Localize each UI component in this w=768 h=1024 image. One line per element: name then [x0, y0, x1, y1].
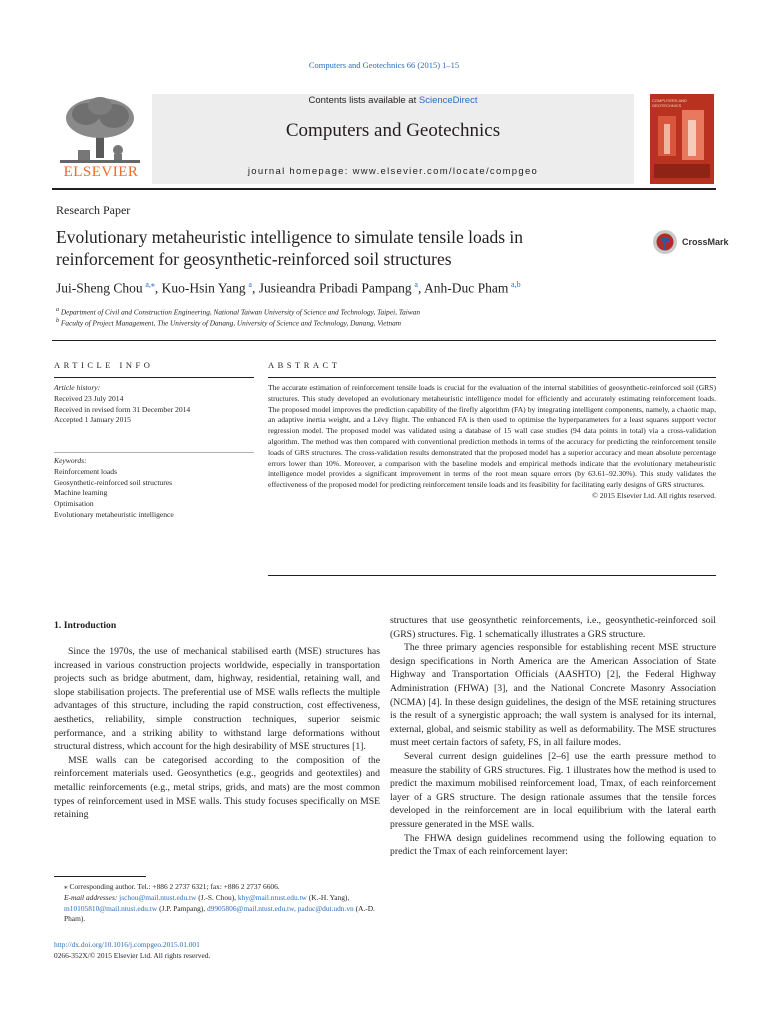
keywords-list — [54, 456, 254, 521]
sciencedirect-link[interactable]: ScienceDirect — [418, 95, 478, 106]
email-link[interactable]: paduc@dut.udn.vn — [297, 903, 354, 913]
abstract-body — [268, 383, 716, 502]
email-link[interactable]: m10105810@mail.ntust.edu.tw — [64, 903, 158, 913]
email-owner: (A.-D. Pham). — [64, 903, 375, 924]
article-info-heading: ARTICLE INFO — [54, 360, 154, 370]
corresponding-author-line: ⁎ Corresponding author. Tel.: +886 2 2737 6321; fax: +886 2 2737 6606. — [64, 882, 280, 891]
author-affiliation-mark[interactable]: a — [414, 280, 418, 289]
author-affiliation-mark[interactable]: a,b — [511, 280, 521, 289]
author-affiliation-mark[interactable]: a,⁎ — [145, 280, 155, 289]
article-info-rule — [54, 377, 254, 378]
author-name: Anh-Duc Pham — [423, 280, 509, 296]
abstract-heading: ABSTRACT — [268, 360, 341, 370]
article-type: Research Paper — [56, 203, 131, 217]
keyword: Machine learning — [54, 488, 108, 498]
abstract-text: The accurate estimation of reinforcement tensile loads is crucial for the evaluation of the internal stabilities of geosynthetic-reinforced soil (GRS) structures. This study developed an evolutionary metaheuristic intelligence model for efficiently and accurately estimating reinforcement loads. The proposed model improves the prediction capability of the firefly algorithm (FA) by integrating intelligent components, namely, a chaotic map, an adaptive inertia weight, and a Lévy flight. The enhanced FA is then used to optimise the hyperparameters for a least squares support vector regression model. The proposed model was validated using a database of 15 wall case studies (94 data points in total) via a cross-validation algorithm. The method was then compared with conventional prediction methods in terms of the accuracy for predicting the reinforcement tensile loads of GRS structures. The cross-validation results demonstrated that the proposed model has a superior accuracy and mean absolute percentage errors lower than 10%. Moreover, a comparison with the baseline models and empirical methods indicate that the evolutionary metaheuristic intelligence model provides a significant improvement in terms of the root mean square errors (by 63.61–92.30%). This study validates the effectiveness of the proposed model for predicting reinforcement tensile loads and its feasibility for facilitating early designs of GRS structures. — [268, 383, 716, 490]
email-label: E-mail addresses: — [64, 892, 118, 902]
footnote-rule — [54, 876, 146, 877]
email-link[interactable]: khy@mail.ntust.edu.tw — [237, 892, 307, 902]
corresponding-author-footnote — [54, 882, 380, 925]
tree-emblem-icon — [52, 94, 148, 166]
email-owner: (K.-H. Yang), — [308, 892, 350, 902]
abstract-rule — [268, 377, 716, 378]
crossmark-label: CrossMark — [682, 237, 729, 247]
email-link[interactable]: d9905806@mail.ntust.edu.tw, — [206, 903, 296, 913]
keyword: Optimisation — [54, 499, 94, 509]
journal-title: Computers and Geotechnics — [285, 120, 501, 141]
history-label: Article history: — [54, 383, 101, 392]
crossmark-icon — [652, 228, 678, 258]
article-history — [54, 383, 254, 426]
author-affiliation-mark[interactable]: a — [248, 280, 252, 289]
body-paragraph: Several current design guidelines [2–6] use the earth pressure method to measure the stability of GRS structures. Fig. 1 illustrates how the method is used to predict the maximum mobilised reinforcement load, Tmax, of each reinforcement layer of a GRS structure. The design rationale assumes that the tensile forces developed in the reinforcement are in local equilibrium with the lateral earth pressure generated in the MSE walls. — [390, 750, 716, 830]
email-addresses — [54, 893, 380, 925]
issn-copyright: 0266-352X/© 2015 Elsevier Ltd. All rights reserved. — [54, 950, 211, 960]
crossmark-button[interactable] — [652, 228, 732, 262]
body-paragraph: The three primary agencies responsible for establishing recent MSE structure design specifications in North America are the American Association of State Highway and Transportation Officials (AASHTO) [2], the Federal Highway Administration (FHWA) [3], and the National Concrete Masonry Association (NCMA) [4]. In these design guidelines, the design of the MSE retaining structures is the result of a synergistic approach; the wall system is analysed for its internal, external, global, and seismic stability as well as deformability. The MSE structures must meet certain factors of safety, FS, in all failure modes. — [390, 642, 716, 749]
history-accepted: Accepted 1 January 2015 — [54, 415, 131, 425]
keyword: Reinforcement loads — [54, 466, 118, 476]
body-paragraph: MSE walls can be categorised according to the composition of the reinforcement materials used. Geosynthetics (e.g., geogrids and geotextiles) and metallic reinforcements (e.g., metal strips, grids, and mats) are the most common types of reinforcement used in MSE walls. This study focuses specifically on MSE retaining — [54, 754, 380, 821]
history-revised: Received in revised form 31 December 2014 — [54, 404, 191, 414]
author-list: Jui-Sheng Chou $^{a,⁎}$, Kuo-Hsin Yang $^a$, Jusieandra Pribadi Pampang $^a$, Anh-Duc Pham $^{a,b}$ — [56, 280, 521, 296]
keywords-rule — [54, 452, 254, 453]
history-received: Received 23 July 2014 — [54, 393, 124, 403]
affiliation-text: Faculty of Project Management, The University of Danang, University of Science and Technology, Danang, Vietnam — [60, 318, 402, 328]
section-heading-introduction: 1. Introduction — [54, 620, 117, 631]
email-link[interactable]: jschou@mail.ntust.edu.tw — [119, 892, 197, 902]
paper-title: Evolutionary metaheuristic intelligence to simulate tensile loads in reinforcement for geosynthetic-reinforced soil structures — [56, 227, 524, 269]
affiliation-text: Department of Civil and Construction Engineering, National Taiwan University of Science and Technology, Taipei, Taiwan — [60, 307, 420, 317]
body-column-left — [54, 645, 380, 822]
body-paragraph: The FHWA design guidelines recommend using the following equation to predict the Tmax of each reinforcement layer: — [390, 832, 716, 858]
keywords-label: Keywords: — [54, 456, 87, 465]
body-paragraph: structures that use geosynthetic reinforcements, i.e., geosynthetic-reinforced soil (GRS) structures. Fig. 1 schematically illustrates a GRS structure. — [390, 615, 716, 640]
title-rule — [52, 340, 716, 341]
doi-link[interactable]: http://dx.doi.org/10.1016/j.compgeo.2015.01.001 — [54, 940, 200, 949]
affiliation-mark: b — [56, 318, 60, 324]
contents-prefix: Contents lists available at — [308, 95, 419, 106]
body-paragraph: Since the 1970s, the use of mechanical stabilised earth (MSE) structures has increased in various construction projects worldwide, especially in transportation projects such as bridge abutment, dam, highway, residential, retaining wall, and slope stabilisation projects. The preferential use of MSE walls reflects the multiple advantages of this structure, including the rapid construction, cost effectiveness, aesthetics, reliability, simple construction techniques, superior seismic performance, and a striking ability to withstand large deformations without structural distress, which account for the high desirability of MSE structures [1]. — [54, 646, 380, 753]
author-name: Jui-Sheng Chou — [56, 280, 143, 296]
header-rule — [52, 188, 716, 190]
cover-title: COMPUTERS AND GEOTECHNICS — [652, 98, 687, 108]
affiliation-b — [56, 318, 401, 327]
affiliation-a — [56, 307, 420, 316]
email-owner: (J.-S. Chou), — [198, 892, 237, 902]
affiliation-mark: a — [56, 307, 60, 313]
email-owner: (J.P. Pampang), — [159, 903, 206, 913]
keyword: Evolutionary metaheuristic intelligence — [54, 509, 174, 519]
journal-cover-thumbnail — [650, 94, 714, 184]
abstract-copyright: © 2015 Elsevier Ltd. All rights reserved. — [592, 490, 716, 500]
keyword: Geosynthetic-reinforced soil structures — [54, 477, 173, 487]
author-name: Kuo-Hsin Yang — [161, 280, 246, 296]
body-column-right — [390, 614, 716, 859]
journal-citation[interactable]: Computers and Geotechnics 66 (2015) 1–15 — [308, 60, 460, 70]
abstract-bottom-rule — [268, 575, 716, 576]
publisher-logo-text: ELSEVIER — [63, 164, 139, 180]
journal-homepage[interactable]: journal homepage: www.elsevier.com/locate/compgeo — [247, 166, 539, 177]
doi-block — [54, 940, 380, 962]
author-name: Jusieandra Pribadi Pampang — [258, 280, 412, 296]
contents-availability-line — [152, 95, 634, 106]
